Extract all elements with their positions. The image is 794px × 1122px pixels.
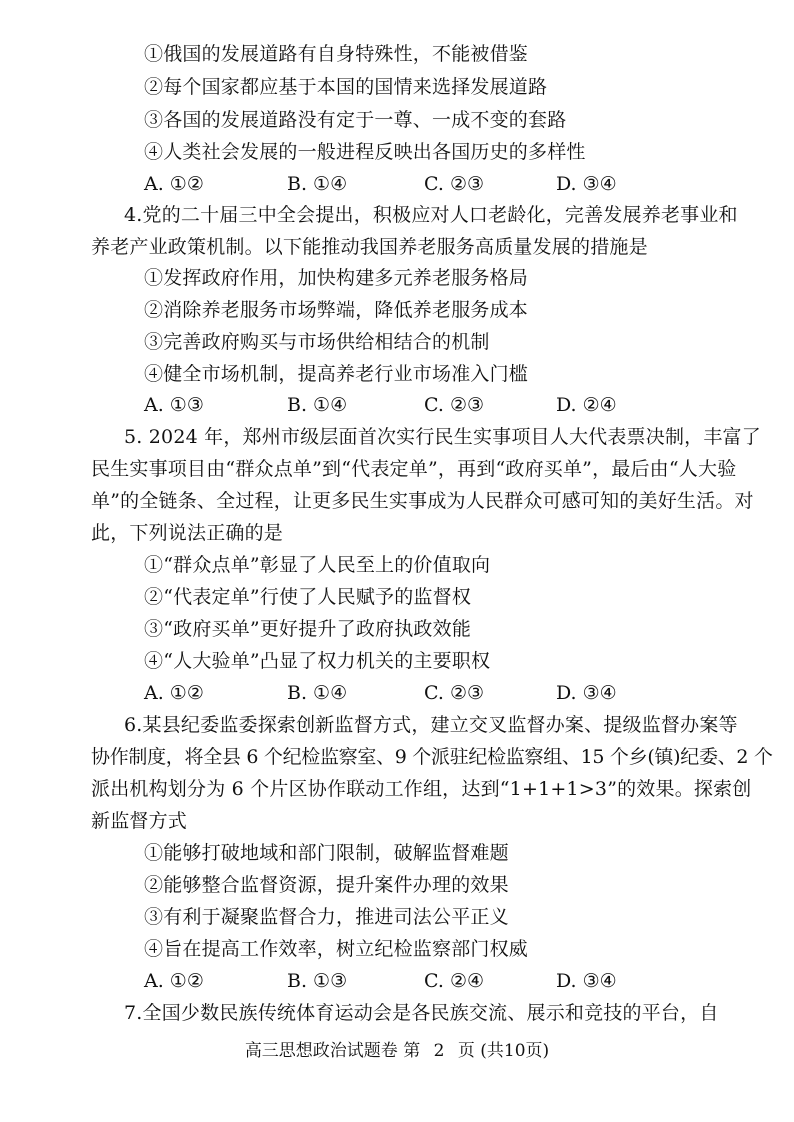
top-item-1: ①俄国的发展道路有自身特殊性，不能被借鉴 [144,43,529,65]
q6-item-2: ②能够整合监督资源，提升案件办理的效果 [144,874,509,896]
q6-choice-d: D. ③④ [556,970,617,992]
q5-choice-b: B. ①④ [287,682,348,704]
q6-item-4: ④旨在提高工作效率，树立纪检监察部门权威 [144,938,529,960]
q5-choice-d: D. ③④ [556,682,617,704]
q4-choice-c: C. ②③ [424,394,485,416]
q6-stem-line-1: 6.某县纪委监委探索创新监督方式，建立交叉监督办案、提级监督办案等 [124,714,738,736]
top-item-3: ③各国的发展道路没有定于一尊、一成不变的套路 [144,109,567,131]
q6-stem-line-2: 协作制度，将全县 6 个纪检监察室、9 个派驻纪检监察组、15 个乡(镇)纪委、2 个 [91,746,773,768]
q5-choice-a: A. ①② [144,682,204,704]
q6-stem-line-3: 派出机构划分为 6 个片区协作联动工作组，达到“1+1+1>3”的效果。探索创 [91,778,752,800]
q5-stem-line-2: 民生实事项目由“群众点单”到“代表定单”，再到“政府买单”，最后由“人大验 [91,458,737,480]
q5-item-3: ③“政府买单”更好提升了政府执政效能 [144,618,472,640]
q5-stem-line-4: 此，下列说法正确的是 [91,522,284,544]
q5-stem-line-3: 单”的全链条、全过程，让更多民生实事成为人民群众可感可知的美好生活。对 [91,490,754,512]
page-footer [0,1040,794,1062]
q4-item-2: ②消除养老服务市场弊端，降低养老服务成本 [144,299,529,321]
top-item-4: ④人类社会发展的一般进程反映出各国历史的多样性 [144,141,586,163]
top-choice-c: C. ②③ [424,173,485,195]
top-choice-b: B. ①④ [287,173,348,195]
q5-item-4: ④“人大验单”凸显了权力机关的主要职权 [144,650,491,672]
footer-title: 高三思想政治试题卷 第 [244,1041,421,1061]
q5-item-2: ②“代表定单”行使了人民赋予的监督权 [144,586,472,608]
q6-choice-a: A. ①② [144,970,204,992]
q4-item-3: ③完善政府购买与市场供给相结合的机制 [144,331,490,353]
top-choice-d: D. ③④ [556,173,617,195]
q4-item-4: ④健全市场机制，提高养老行业市场准入门槛 [144,363,529,385]
q5-choice-c: C. ②③ [424,682,485,704]
q6-item-1: ①能够打破地域和部门限制，破解监督难题 [144,842,509,864]
q4-choice-b: B. ①④ [287,394,348,416]
q4-choice-d: D. ②④ [556,394,617,416]
q4-stem-line-2: 养老产业政策机制。以下能推动我国养老服务高质量发展的措施是 [91,236,648,258]
top-item-2: ②每个国家都应基于本国的国情来选择发展道路 [144,76,548,98]
q6-stem-line-4: 新监督方式 [91,810,188,832]
q6-choice-b: B. ①③ [287,970,348,992]
q5-stem-line-1: 5. 2024 年，郑州市级层面首次实行民生实事项目人大代表票决制，丰富了 [124,426,761,448]
q4-choice-a: A. ①③ [144,394,204,416]
q6-item-3: ③有利于凝聚监督合力，推进司法公平正义 [144,906,509,928]
q5-item-1: ①“群众点单”彰显了人民至上的价值取向 [144,554,491,576]
q7-stem-line-1: 7.全国少数民族传统体育运动会是各民族交流、展示和竞技的平台，自 [124,1002,719,1024]
q4-item-1: ①发挥政府作用，加快构建多元养老服务格局 [144,267,529,289]
footer-page-number: 2 [433,1041,445,1061]
top-choice-a: A. ①② [144,173,204,195]
q4-stem-line-1: 4.党的二十届三中全会提出，积极应对人口老龄化，完善发展养老事业和 [124,204,738,226]
footer-total: 页 (共10页) [457,1041,550,1061]
q6-choice-c: C. ②④ [424,970,485,992]
